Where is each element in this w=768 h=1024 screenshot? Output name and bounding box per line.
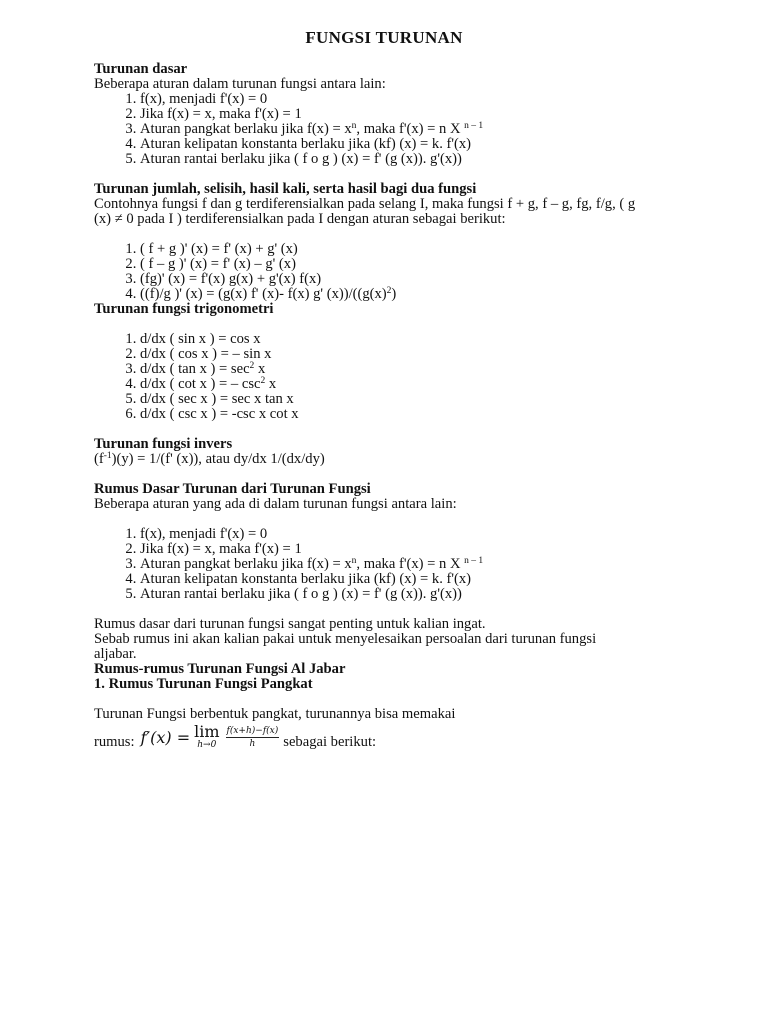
list-item: 1. f(x), menjadi f'(x) = 0 [140, 92, 694, 107]
limit-subscript: h→0 [197, 740, 217, 750]
subsection-heading-pangkat: 1. Rumus Turunan Fungsi Pangkat [94, 676, 313, 692]
list-item: 5. Aturan rantai berlaku jika ( f o g ) (x) = f' (g (x)). g'(x)) [140, 587, 694, 602]
list-item: 1. f(x), menjadi f'(x) = 0 [140, 527, 694, 542]
list-item: 2. Jika f(x) = x, maka f'(x) = 1 [140, 542, 694, 557]
list-item: 3. Aturan pangkat berlaku jika $f(x) = x^n$, maka f'(x) = n X $^{n - 1}$ [140, 557, 694, 572]
list-item: 4. Aturan kelipatan konstanta berlaku jika (kf) (x) = k. f'(x) [140, 572, 694, 587]
list-item: 3. Aturan pangkat berlaku jika $f(x) = x^n$, maka f'(x) = n X $^{n - 1}$ [140, 122, 694, 137]
document-title: FUNGSI TURUNAN [305, 28, 463, 47]
trig-rules-list [94, 332, 694, 422]
section-intro: Contohnya fungsi f dan g terdiferensialkan pada selang I, maka fungsi f + g, f – g, fg, f/g, ( g [94, 196, 636, 212]
document-body [94, 62, 694, 750]
section-intro: Beberapa aturan yang ada di dalam turunan fungsi antara lain: [94, 496, 457, 512]
closing-text: aljabar. [94, 646, 137, 662]
derivative-definition [94, 724, 694, 750]
section-heading-rumus-dasar: Rumus Dasar Turunan dari Turunan Fungsi [94, 481, 371, 497]
power-rule-text: Turunan Fungsi berbentuk pangkat, turunannya bisa memakai [94, 706, 456, 722]
list-item: 5. Aturan rantai berlaku jika ( f o g ) (x) = f' (g (x)). g'(x)) [140, 152, 694, 167]
inverse-formula: $(f^{-1})(y) = 1/(f'$ (x)), atau dy/dx 1/(dx/dy) [94, 451, 325, 467]
list-item: 2. ( f – g )' (x) = f' (x) – g' (x) [140, 257, 694, 272]
list-item: 3. (fg)' (x) = f'(x) g(x) + g'(x) f(x) [140, 272, 694, 287]
list-item: 2. d/dx ( cos x ) = – sin x [140, 347, 694, 362]
closing-text: Sebab rumus ini akan kalian pakai untuk menyelesaikan persoalan dari turunan fungsi [94, 631, 597, 647]
rumus-label: rumus: [94, 734, 135, 750]
fraction-denominator: h [249, 738, 256, 749]
list-item: 4. d/dx ( cot x ) = – $\csc^2 x$ [140, 377, 694, 392]
limit-word: lim [194, 722, 220, 741]
list-item: 3. d/dx ( tan x ) = $\sec^2 x$ [140, 362, 694, 377]
section-heading-trigonometri: Turunan fungsi trigonometri [94, 301, 274, 317]
closing-text: Rumus dasar dari turunan fungsi sangat penting untuk kalian ingat. [94, 616, 486, 632]
limit-operator [194, 724, 219, 750]
formula-trailing-text: sebagai berikut: [283, 734, 377, 750]
section-heading-sum-difference: Turunan jumlah, selisih, hasil kali, serta hasil bagi dua fungsi [94, 181, 477, 197]
list-item: 6. d/dx ( csc x ) = -csc x cot x [140, 407, 694, 422]
difference-quotient [226, 726, 280, 749]
section-intro: Beberapa aturan dalam turunan fungsi antara lain: [94, 76, 386, 92]
list-item: 4. ((f)/g )' (x) = (g(x) f' (x)- f(x) g' $(x))/((g(x)^2)$ [140, 287, 694, 302]
section-heading-invers: Turunan fungsi invers [94, 436, 233, 452]
list-item: 2. Jika f(x) = x, maka f'(x) = 1 [140, 107, 694, 122]
basic-rules-list-2 [94, 527, 694, 602]
section-heading-turunan-dasar: Turunan dasar [94, 61, 188, 77]
basic-rules-list [94, 92, 694, 167]
section-heading-aljabar: Rumus-rumus Turunan Fungsi Al Jabar [94, 661, 346, 677]
list-item: 1. d/dx ( sin x ) = cos x [140, 332, 694, 347]
list-item: 4. Aturan kelipatan konstanta berlaku jika (kf) (x) = k. f'(x) [140, 137, 694, 152]
list-item: 5. d/dx ( sec x ) = sec x tan x [140, 392, 694, 407]
list-item: 1. ( f + g )' (x) = f' (x) + g' (x) [140, 242, 694, 257]
section-intro: (x) ≠ 0 pada I ) terdiferensialkan pada I dengan aturan sebagai berikut: [94, 211, 506, 227]
fraction-numerator: f(x+h)−f(x) [226, 725, 279, 736]
formula-lhs: f′(x) = [140, 727, 191, 747]
limit-formula [141, 724, 280, 750]
sum-rules-list [94, 242, 694, 302]
